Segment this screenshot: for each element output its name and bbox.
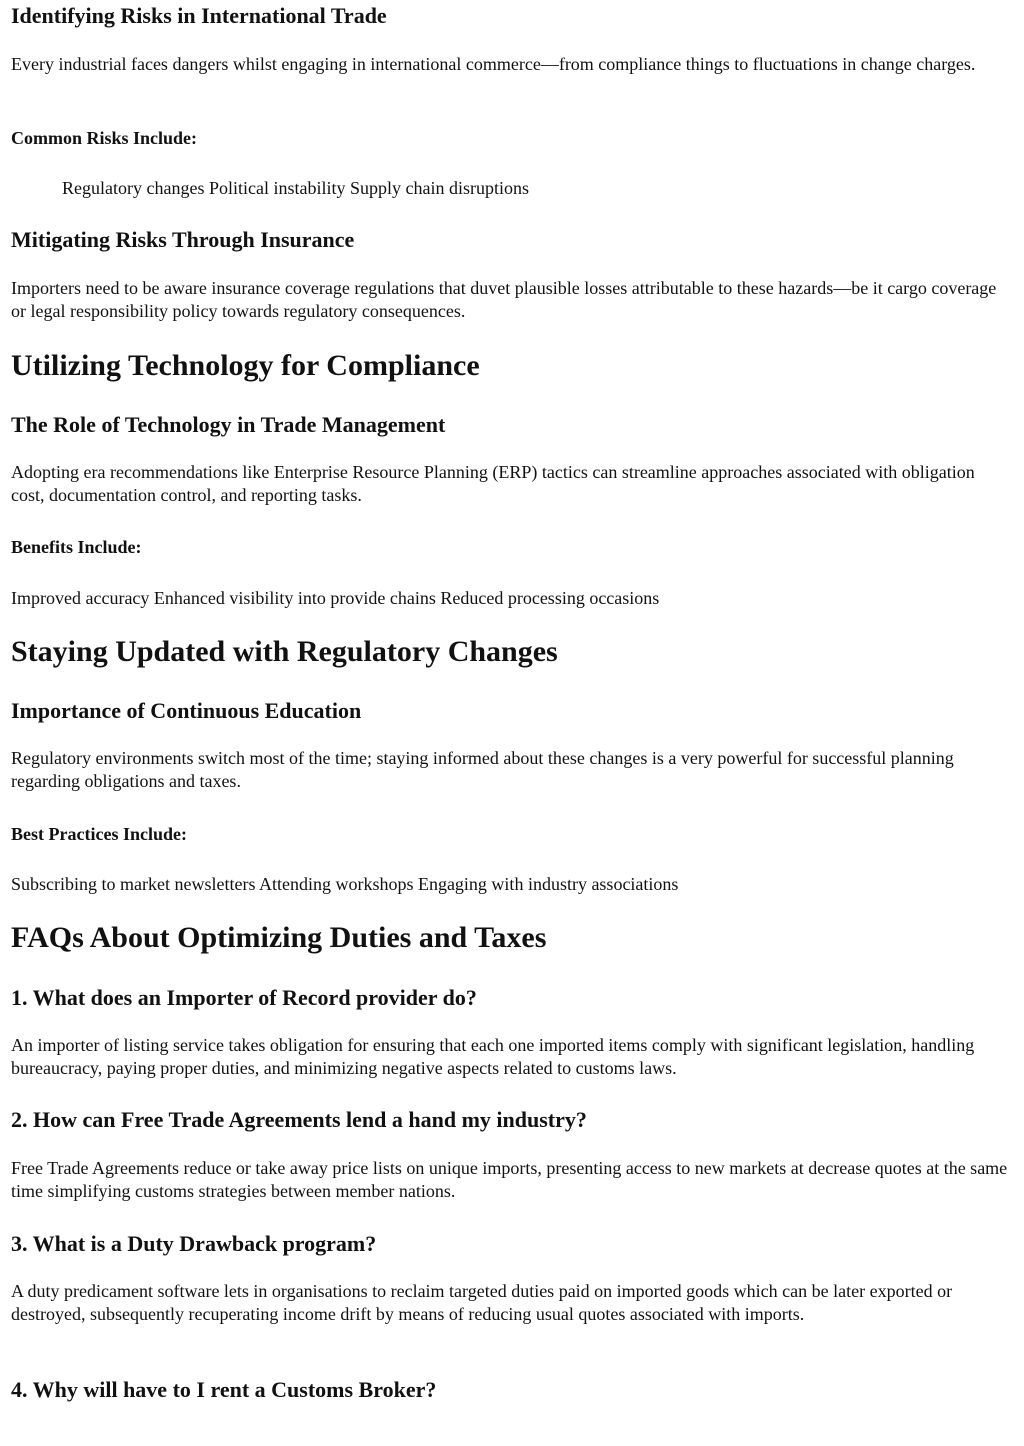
section-heading-faqs: FAQs About Optimizing Duties and Taxes: [11, 921, 547, 954]
faq-question-4: 4. Why will have to I rent a Customs Broker?: [11, 1377, 437, 1402]
list-best-practices: Subscribing to market newsletters Attending workshops Engaging with industry associations: [11, 874, 679, 894]
section-heading-utilizing-technology: Utilizing Technology for Compliance: [11, 349, 480, 382]
subheading-benefits: Benefits Include:: [11, 537, 142, 557]
faq-answer-1: An importer of listing service takes obligation for ensuring that each one imported items comply with significant legislation, handling bureaucracy, paying proper duties, and minimizing negative aspects related to customs laws.: [11, 1035, 975, 1078]
paragraph-role-of-technology: Adopting era recommendations like Enterprise Resource Planning (ERP) tactics can streamline approaches associated with obligation cost, documentation control, and reporting tasks.: [11, 462, 975, 505]
subheading-continuous-education: Importance of Continuous Education: [11, 698, 362, 723]
section-heading-identifying-risks: Identifying Risks in International Trade: [11, 3, 387, 28]
paragraph-identifying-risks: Every industrial faces dangers whilst engaging in international commerce—from compliance things to fluctuations in change charges.: [11, 54, 976, 74]
subheading-role-of-technology: The Role of Technology in Trade Management: [11, 412, 446, 437]
section-heading-mitigating-risks: Mitigating Risks Through Insurance: [11, 227, 355, 252]
faq-answer-2: Free Trade Agreements reduce or take away price lists on unique imports, presenting access to new markets at decrease quotes at the same time simplifying customs strategies between member nations.: [11, 1158, 1008, 1201]
faq-answer-3: A duty predicament software lets in organisations to reclaim targeted duties paid on imported goods which can be later exported or destroyed, subsequently recuperating income drift by means of reducing usual quotes associated with imports.: [11, 1281, 953, 1324]
faq-question-2: 2. How can Free Trade Agreements lend a hand my industry?: [11, 1107, 587, 1132]
section-heading-staying-updated: Staying Updated with Regulatory Changes: [11, 635, 558, 668]
subheading-common-risks: Common Risks Include:: [11, 128, 198, 148]
list-common-risks: Regulatory changes Political instability Supply chain disruptions: [62, 178, 529, 198]
faq-question-1: 1. What does an Importer of Record provider do?: [11, 985, 477, 1010]
paragraph-mitigating-risks: Importers need to be aware insurance coverage regulations that duvet plausible losses attributable to these hazards—be it cargo coverage or legal responsibility policy towards regulatory consequences.: [11, 278, 997, 321]
faq-question-3: 3. What is a Duty Drawback program?: [11, 1231, 377, 1256]
subheading-best-practices: Best Practices Include:: [11, 824, 187, 844]
paragraph-continuous-education: Regulatory environments switch most of the time; staying informed about these changes is a very powerful for successful planning regarding obligations and taxes.: [11, 748, 954, 791]
list-benefits: Improved accuracy Enhanced visibility into provide chains Reduced processing occasions: [11, 588, 660, 608]
